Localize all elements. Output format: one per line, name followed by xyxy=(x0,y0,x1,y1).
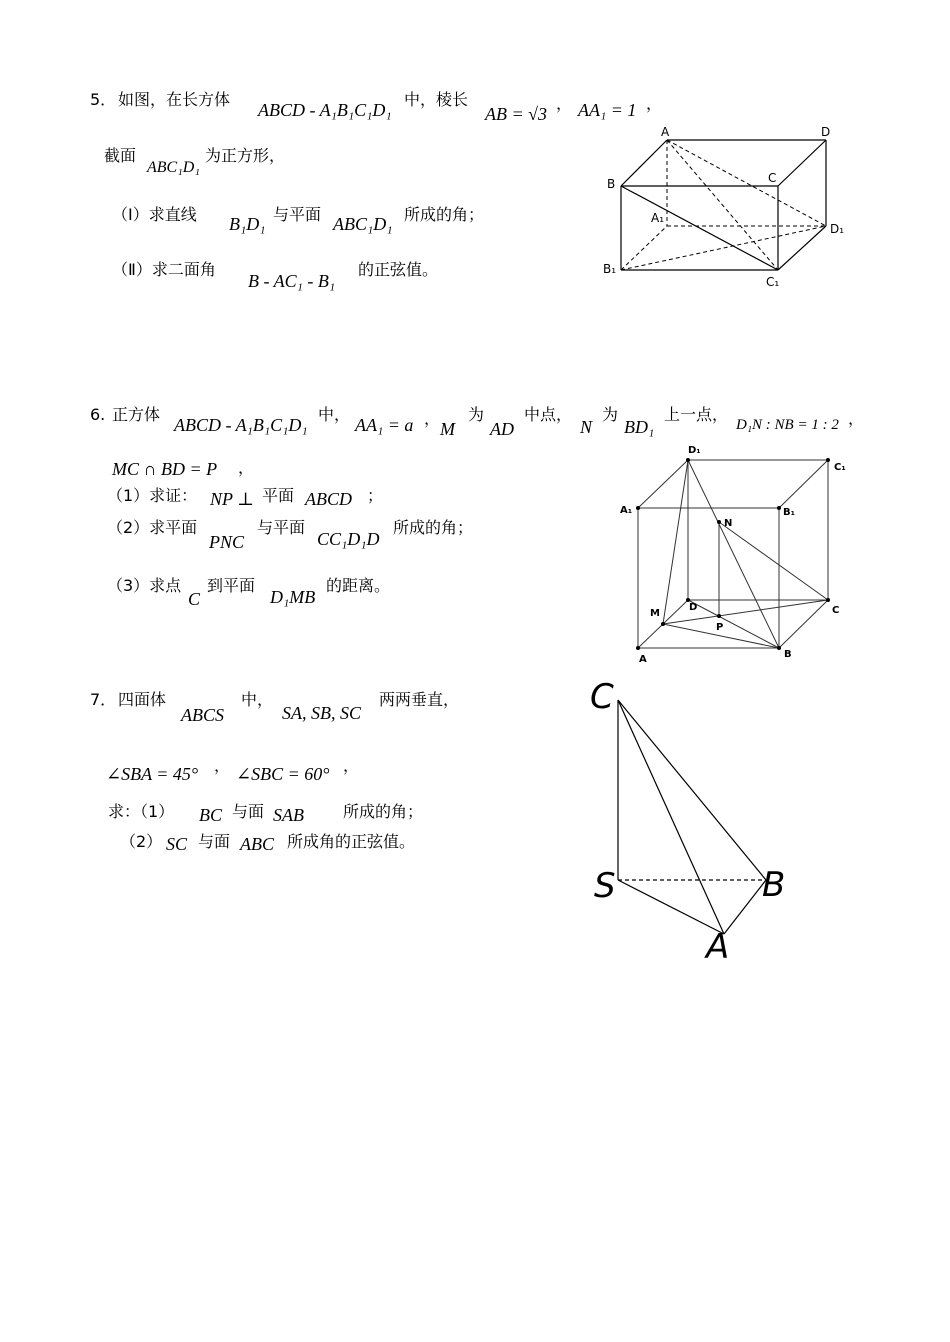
problem-6-math-m: M xyxy=(440,419,455,439)
point-a1 xyxy=(636,506,640,510)
problem-5-comma-2: ， xyxy=(646,94,663,113)
problem-7-text-3: 两两垂直， xyxy=(379,690,460,709)
edge-bc xyxy=(779,600,828,648)
problem-7-q1-b: 与面 xyxy=(232,802,265,821)
label-a: A xyxy=(706,927,730,967)
problem-6-text-1: 正方体 xyxy=(112,405,161,424)
label-b1: B₁ xyxy=(603,262,617,276)
edge-ba xyxy=(621,140,667,186)
edge-bc1 xyxy=(621,186,778,270)
problem-6-text-5: 为 xyxy=(602,405,619,424)
problem-7-q1-a: 求：（1） xyxy=(108,802,175,821)
segment-d1m xyxy=(663,460,688,624)
edge-ad1-hidden xyxy=(667,140,826,226)
problem-7-q2-c: 所成角的正弦值。 xyxy=(287,832,416,851)
problem-5-text-2: 中，棱长 xyxy=(404,90,469,109)
problem-6-math-bd1: BD₁ xyxy=(624,417,655,437)
point-n xyxy=(717,520,721,524)
segment-nc xyxy=(719,522,828,600)
problem-7-q2-a: （2） xyxy=(120,832,163,851)
problem-6-math-d1mb: D₁MB xyxy=(270,587,316,607)
label-m: M xyxy=(650,608,660,619)
label-d1: D₁ xyxy=(688,445,701,456)
problem-7-math-angle-sbc: ∠SBC = 60° xyxy=(236,764,330,784)
problem-6-q3-c: 的距离。 xyxy=(326,576,391,595)
label-b: B xyxy=(762,865,786,905)
edge-a1d1 xyxy=(638,460,688,508)
label-c: C xyxy=(768,171,777,185)
point-c1 xyxy=(826,458,830,462)
problem-5-q1-b: 与平面 xyxy=(273,205,322,224)
problem-6-text-6: 上一点， xyxy=(664,405,729,424)
edge-ca xyxy=(618,700,724,934)
point-b xyxy=(777,646,781,650)
label-c1: C₁ xyxy=(834,462,846,473)
problem-6-math-n: N xyxy=(580,417,593,437)
label-a1: A₁ xyxy=(620,505,633,516)
point-m xyxy=(661,622,665,626)
problem-6-comma-3: ， xyxy=(238,458,255,477)
problem-5-math-plane: ABC₁D₁ xyxy=(333,214,393,234)
label-c1: C₁ xyxy=(766,275,780,289)
problem-5-number: 5． xyxy=(90,90,117,109)
problem-6-text-3: 为 xyxy=(468,405,485,424)
label-n: N xyxy=(724,518,733,529)
problem-5-comma-1: ， xyxy=(556,94,573,113)
problem-5-q1-c: 所成的角； xyxy=(404,205,485,224)
problem-5-text-4: 为正方形， xyxy=(205,146,286,165)
problem-5-math-section: ABC₁D₁ xyxy=(147,159,200,176)
problem-5-text-1: 如图，在长方体 xyxy=(118,90,231,109)
problem-7-q1-c: 所成的角； xyxy=(343,802,424,821)
problem-6-q3-b: 到平面 xyxy=(207,576,256,595)
problem-7-math-angle-sba: ∠SBA = 45° xyxy=(106,764,199,784)
problem-6-math-pnc: PNC xyxy=(209,532,245,552)
point-p xyxy=(717,614,721,618)
problem-6-q1-c: ； xyxy=(367,486,384,505)
problem-6-q2-b: 与平面 xyxy=(257,518,306,537)
edge-sa xyxy=(618,880,724,934)
label-b1: B₁ xyxy=(783,507,796,518)
label-a: A xyxy=(639,654,647,665)
problem-5-math-ab: AB = √3 xyxy=(485,104,548,124)
problem-5-q2-a: （Ⅱ）求二面角 xyxy=(112,260,216,279)
problem-6-math-ad: AD xyxy=(490,419,514,439)
problem-6-math-aa1: AA₁ = a xyxy=(355,415,414,435)
edge-b1d1-hidden xyxy=(621,226,826,270)
problem-7-comma-1: ， xyxy=(214,756,231,775)
problem-6-text-4: 中点， xyxy=(524,405,573,424)
problem-7-math-edges: SA, SB, SC xyxy=(282,703,361,723)
point-c xyxy=(826,598,830,602)
problem-6-math-abcd: ABCD xyxy=(305,489,352,509)
problem-6-math-ratio: D₁N : NB = 1 : 2 xyxy=(736,417,839,433)
problem-6-q2-a: （2）求平面 xyxy=(107,518,198,537)
problem-6-q1-b: 平面 xyxy=(262,486,295,505)
edge-b1c1 xyxy=(779,460,828,508)
segment-mb xyxy=(663,624,779,648)
edge-ab xyxy=(724,880,766,934)
segment-mc xyxy=(663,600,828,624)
problem-6-q3-a: （3）求点 xyxy=(107,576,182,595)
problem-6-comma-2: ， xyxy=(848,409,865,428)
problem-6-number: 6. xyxy=(90,405,106,424)
problem-7-math-abc: ABC xyxy=(240,834,274,854)
point-a xyxy=(636,646,640,650)
segment-d1b xyxy=(688,460,779,648)
label-a1: A₁ xyxy=(651,211,665,225)
edge-b1a1-hidden xyxy=(621,226,667,270)
problem-7-math-sab: SAB xyxy=(273,805,304,825)
problem-7-number: 7． xyxy=(90,690,117,709)
label-b: B xyxy=(607,177,616,191)
problem-6-text-2: 中， xyxy=(318,405,351,424)
problem-5-math-dihedral: B - AC₁ - B₁ xyxy=(248,271,336,291)
problem-7-math-sc: SC xyxy=(166,834,188,854)
problem-5-math-cuboid: ABCD - A₁B₁C₁D₁ xyxy=(258,100,392,120)
problem-7-text-2: 中， xyxy=(241,690,274,709)
problem-5-q2-b: 的正弦值。 xyxy=(358,260,439,279)
problem-6-math-face: CC₁D₁D xyxy=(317,529,380,549)
label-p: P xyxy=(716,622,724,633)
problem-5-text-3: 截面 xyxy=(104,146,137,165)
label-d1: D₁ xyxy=(830,222,845,236)
label-d: D xyxy=(821,125,831,139)
problem-6-q1-a: （1）求证： xyxy=(107,486,198,505)
problem-7-text-1: 四面体 xyxy=(118,690,167,709)
problem-6-comma-1: ， xyxy=(424,409,441,428)
problem-6-q2-c: 所成的角； xyxy=(393,518,474,537)
problem-7-math-bc: BC xyxy=(199,805,223,825)
problem-6-math-c: C xyxy=(188,589,201,609)
problem-5-math-b1d1: B₁D₁ xyxy=(229,214,266,234)
problem-6-math-intersection: MC ∩ BD = P xyxy=(112,459,218,479)
edge-c1d1 xyxy=(778,226,826,270)
label-d: D xyxy=(689,602,698,613)
problem-6-math-np: NP ⊥ xyxy=(210,489,255,509)
point-b1 xyxy=(777,506,781,510)
label-c: C xyxy=(832,605,840,616)
label-c: C xyxy=(590,677,614,717)
edge-ad xyxy=(638,600,688,648)
label-s: S xyxy=(594,866,616,906)
problem-7-comma-2: ， xyxy=(343,756,360,775)
label-b: B xyxy=(784,649,792,660)
label-a: A xyxy=(661,125,670,139)
problem-7-q2-b: 与面 xyxy=(198,832,231,851)
problem-6-math-cube: ABCD - A₁B₁C₁D₁ xyxy=(174,415,308,435)
problem-7-math-abcs: ABCS xyxy=(181,705,224,725)
point-d xyxy=(686,598,690,602)
edge-ac1-hidden xyxy=(667,140,778,270)
problem-5-q1-a: （Ⅰ）求直线 xyxy=(112,205,197,224)
problem-5-math-aa1: AA₁ = 1 xyxy=(578,100,637,120)
edge-cd xyxy=(778,140,826,186)
edge-cb xyxy=(618,700,766,880)
point-d1 xyxy=(686,458,690,462)
edge-db xyxy=(688,600,779,648)
